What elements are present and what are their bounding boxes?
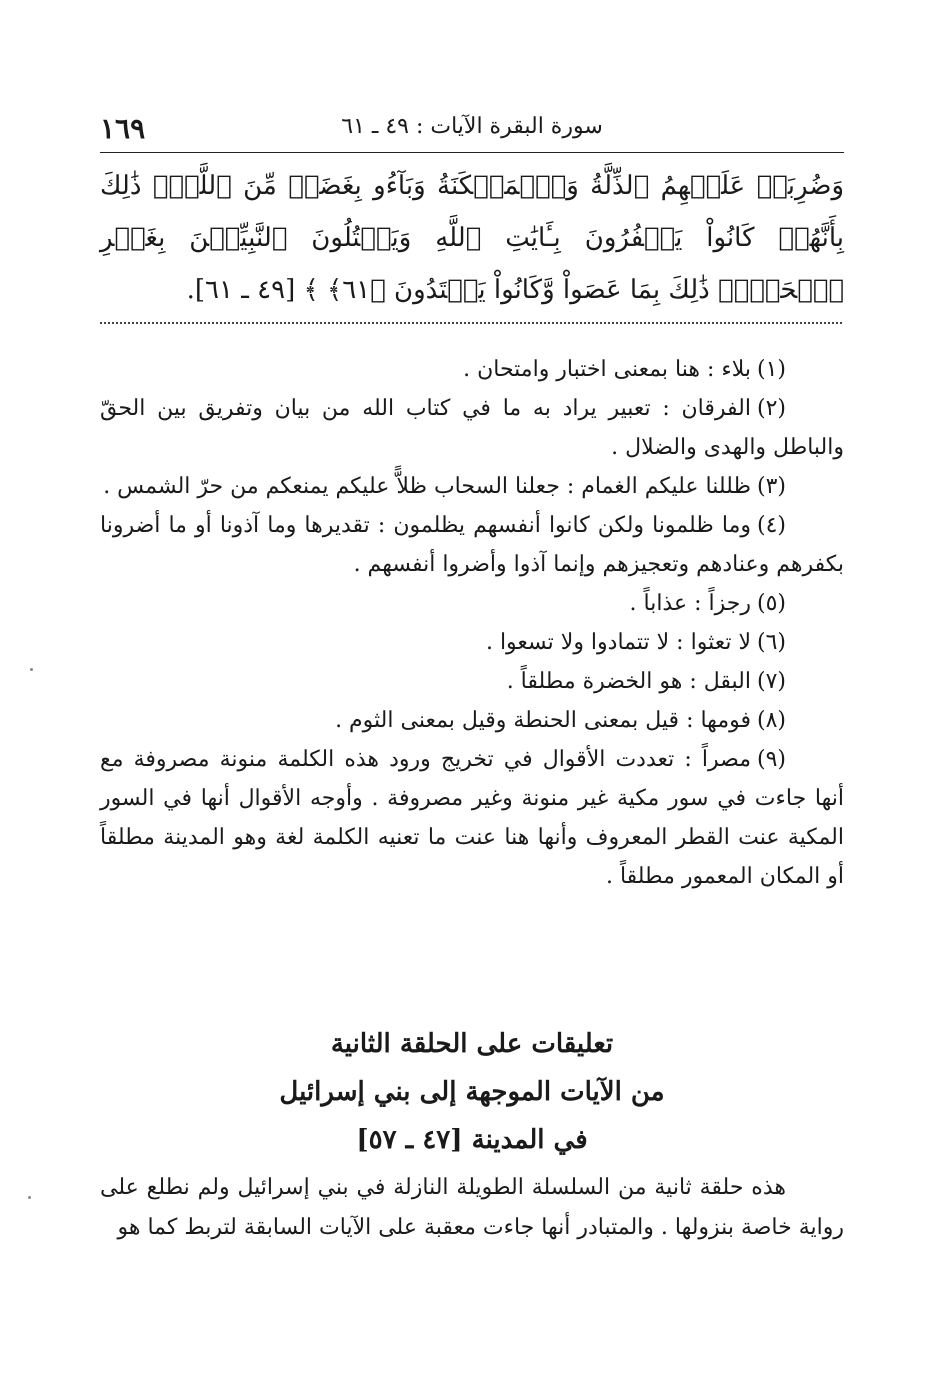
body-paragraph: هذه حلقة ثانية من السلسلة الطويلة النازلة في بني إسرائيل ولم نطلع على رواية خاصة بنزولها . والمتبادر أنها جاءت معقبة على الآيات السابقة لتربط كما هو [100, 1175, 844, 1240]
running-header [100, 112, 844, 153]
footnote-7 [100, 662, 844, 701]
section-heading-line-3: في المدينة [٤٧ ـ ٥٧] [356, 1125, 588, 1155]
footnote-number: (٧) [756, 669, 786, 694]
footnote-number: (٩) [756, 747, 786, 772]
footnote-text: وما ظلمونا ولكن كانوا أنفسهم يظلمون : تقديرها وما آذونا أو ما أضرونا بكفرهم وعنادهم وتعجيزهم وإنما آذوا وأضروا أنفسهم . [100, 513, 844, 577]
footnote-number: (٥) [756, 591, 786, 616]
section-heading [100, 1020, 844, 1164]
running-title: سورة البقرة الآيات : ٤٩ ـ ٦١ [341, 114, 603, 139]
footnote-number: (٦) [756, 630, 786, 655]
footnote-2 [100, 389, 844, 467]
footnote-3 [100, 467, 844, 506]
footnote-text: رجزاً : عذاباً . [629, 591, 751, 616]
footnote-text: فومها : قيل بمعنى الحنطة وقيل بمعنى الثوم . [335, 708, 751, 733]
section-heading-line-2: من الآيات الموجهة إلى بني إسرائيل [279, 1077, 665, 1107]
footnote-text: الفرقان : تعبير يراد به ما في كتاب الله من بيان وتفريق بين الحقّ والباطل والهدى والضلال . [100, 396, 844, 460]
footnote-text: بلاء : هنا بمعنى اختبار وامتحان . [463, 357, 751, 382]
footnote-1 [100, 350, 844, 389]
footnote-8 [100, 701, 844, 740]
footnote-number: (١) [756, 357, 786, 382]
footnote-text: مصراً : تعددت الأقوال في تخريج ورود هذه الكلمة منونة مصروفة مع أنها جاءت في سور مكية غير منونة وغير مصروفة . وأوجه الأقوال أنها في السور المكية عنت القطر المعروف وأنها هنا عنت ما تعنيه الكلمة لغة وهو المدينة مطلقاً أو المكان المعمور مطلقاً . [100, 747, 844, 889]
section-heading-line-1: تعليقات على الحلقة الثانية [330, 1029, 614, 1059]
quran-verse: وَضُرِبَتۡ عَلَيۡهِمُ ٱلذِّلَّةُ وَٱلۡمَسۡكَنَةُ وَبَآءُو بِغَضَبٖ مِّنَ ٱللَّهِۗ ذَٰلِكَ بِأَنَّهُمۡ كَانُواْ يَكۡفُرُونَ بِـَٔايَٰتِ ٱللَّهِ وَيَقۡتُلُونَ ٱلنَّبِيِّـۧنَ بِغَيۡرِ ٱلۡحَقِّۗ ذَٰلِكَ بِمَا عَصَواْ وَّكَانُواْ يَعۡتَدُونَ ﴿٦١﴾ ﴾ [٤٩ ـ ٦١]. [100, 171, 844, 305]
scan-speck [30, 668, 33, 671]
footnote-9 [100, 740, 844, 896]
footnote-separator [100, 322, 842, 324]
footnotes [100, 350, 844, 896]
footnote-number: (٨) [756, 708, 786, 733]
scan-speck [28, 1196, 31, 1199]
footnote-text: لا تعثوا : لا تتمادوا ولا تسعوا . [485, 630, 751, 655]
footnote-number: (٢) [756, 396, 786, 421]
footnote-number: (٤) [756, 513, 786, 538]
footnote-4 [100, 506, 844, 584]
footnote-6 [100, 623, 844, 662]
footnote-text: ظللنا عليكم الغمام : جعلنا السحاب ظلاًّ عليكم يمنعكم من حرّ الشمس . [103, 474, 751, 499]
footnote-text: البقل : هو الخضرة مطلقاً . [506, 669, 751, 694]
footnote-number: (٣) [756, 474, 786, 499]
page-number: ١٦٩ [100, 112, 146, 145]
footnote-5 [100, 584, 844, 623]
